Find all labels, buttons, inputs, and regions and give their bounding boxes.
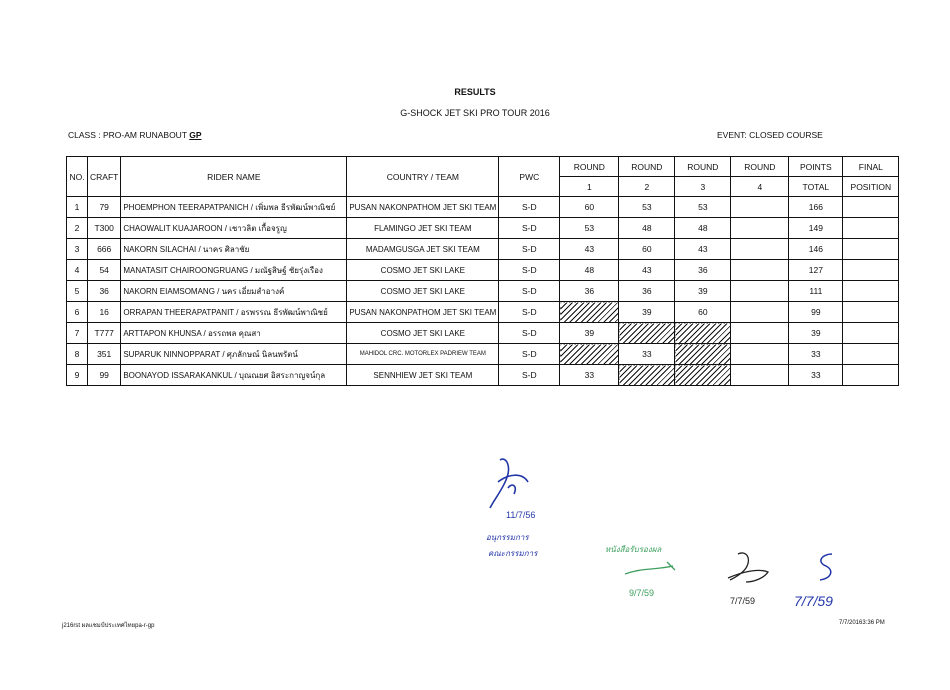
row-round1: 36: [560, 281, 619, 302]
row-craft: 351: [88, 344, 121, 365]
row-round4: [731, 239, 789, 260]
row-round3: 36: [675, 260, 731, 281]
row-round1: 48: [560, 260, 619, 281]
header-row-1: [67, 157, 899, 177]
row-craft: 666: [88, 239, 121, 260]
row-round4: [731, 344, 789, 365]
row-round3: [675, 344, 731, 365]
results-table: [66, 156, 899, 386]
row-round1: [560, 302, 619, 323]
row-rider: SUPARUK NINNOPPARAT / ศุภลักษณ์ นิลนพรัตน์: [121, 344, 347, 365]
signature-4-date: 7/7/59: [794, 593, 833, 609]
row-round4: [731, 218, 789, 239]
row-rider: PHOEMPHON TEERAPATPANICH / เพิ่มพล ธีรพัฒน์พาณิชย์: [121, 197, 347, 218]
row-round4: [731, 260, 789, 281]
row-pwc: S-D: [499, 365, 560, 386]
row-round3: 39: [675, 281, 731, 302]
row-round2: [619, 323, 675, 344]
row-no: 1: [67, 197, 88, 218]
row-round3: 43: [675, 239, 731, 260]
col-round3-num: 3: [675, 177, 731, 197]
row-craft: T777: [88, 323, 121, 344]
table-row: [67, 239, 899, 260]
row-final-position: [843, 260, 899, 281]
row-points-total: 146: [789, 239, 843, 260]
row-no: 2: [67, 218, 88, 239]
col-pwc: PWC: [499, 157, 560, 197]
row-pwc: S-D: [499, 218, 560, 239]
col-round1: ROUND: [560, 157, 619, 177]
row-round1: 43: [560, 239, 619, 260]
row-no: 9: [67, 365, 88, 386]
row-craft: 36: [88, 281, 121, 302]
row-pwc: S-D: [499, 302, 560, 323]
row-rider: BOONAYOD ISSARAKANKUL / บุณณยศ อิสระกาญจน์กุล: [121, 365, 347, 386]
row-craft: 54: [88, 260, 121, 281]
event-label: EVENT: CLOSED COURSE: [717, 130, 823, 140]
row-round4: [731, 323, 789, 344]
class-label: [68, 130, 202, 140]
footer-timestamp: 7/7/20163:36 PM: [839, 620, 885, 626]
row-craft: 16: [88, 302, 121, 323]
signature-1: [478, 452, 558, 582]
document-subtitle: G-SHOCK JET SKI PRO TOUR 2016: [400, 108, 550, 118]
col-craft: CRAFT: [88, 157, 121, 197]
signature-2: [605, 540, 705, 610]
row-round4: [731, 365, 789, 386]
row-points-total: 166: [789, 197, 843, 218]
row-points-total: 33: [789, 344, 843, 365]
signature-1-date: 11/7/56: [506, 510, 536, 520]
signature-2-date: 9/7/59: [629, 588, 655, 598]
row-final-position: [843, 344, 899, 365]
signature-3: [724, 548, 784, 610]
row-pwc: S-D: [499, 239, 560, 260]
row-round2: 36: [619, 281, 675, 302]
row-round2: 33: [619, 344, 675, 365]
row-rider: CHAOWALIT KUAJAROON / เชาวลิต เกื้อจรูญ: [121, 218, 347, 239]
row-points-total: 127: [789, 260, 843, 281]
table-row: [67, 281, 899, 302]
row-round3: 60: [675, 302, 731, 323]
table-row: [67, 197, 899, 218]
row-team: COSMO JET SKI LAKE: [347, 260, 499, 281]
row-round3: 48: [675, 218, 731, 239]
row-round3: 53: [675, 197, 731, 218]
row-no: 3: [67, 239, 88, 260]
col-final: FINAL: [843, 157, 899, 177]
col-round3: ROUND: [675, 157, 731, 177]
row-final-position: [843, 365, 899, 386]
row-no: 4: [67, 260, 88, 281]
row-no: 8: [67, 344, 88, 365]
row-pwc: S-D: [499, 344, 560, 365]
signature-2-note: หนังสือรับรองผล: [605, 545, 662, 554]
footer-filename: j216rst ผลแชมป์ประเทศไทยpa-r-gp: [62, 623, 155, 629]
class-suffix: GP: [189, 130, 202, 140]
row-round3: [675, 365, 731, 386]
row-points-total: 149: [789, 218, 843, 239]
row-team: MADAMGUSGA JET SKI TEAM: [347, 239, 499, 260]
col-rider: RIDER NAME: [121, 157, 347, 197]
row-team: COSMO JET SKI LAKE: [347, 323, 499, 344]
row-no: 5: [67, 281, 88, 302]
table-row: [67, 302, 899, 323]
table-row: [67, 218, 899, 239]
row-craft: 99: [88, 365, 121, 386]
table-row: [67, 323, 899, 344]
row-final-position: [843, 218, 899, 239]
row-rider: NAKORN EIAMSOMANG / นคร เอี่ยมสำอางค์: [121, 281, 347, 302]
row-team: COSMO JET SKI LAKE: [347, 281, 499, 302]
table-row: [67, 365, 899, 386]
signature-1-note1: อนุกรรมการ: [486, 533, 529, 542]
row-round2: 43: [619, 260, 675, 281]
col-round2: ROUND: [619, 157, 675, 177]
row-round1: 53: [560, 218, 619, 239]
table-row: [67, 260, 899, 281]
row-round1: [560, 344, 619, 365]
col-round4: ROUND: [731, 157, 789, 177]
signature-3-date: 7/7/59: [730, 596, 756, 606]
col-round4-num: 4: [731, 177, 789, 197]
table-row: [67, 344, 899, 365]
row-round4: [731, 197, 789, 218]
row-round2: 60: [619, 239, 675, 260]
row-team: SENNHIEW JET SKI TEAM: [347, 365, 499, 386]
col-round2-num: 2: [619, 177, 675, 197]
class-prefix: CLASS : PRO-AM RUNABOUT: [68, 130, 187, 140]
row-points-total: 111: [789, 281, 843, 302]
col-final-position: POSITION: [843, 177, 899, 197]
row-round4: [731, 281, 789, 302]
signature-4: [792, 548, 872, 618]
row-points-total: 33: [789, 365, 843, 386]
row-final-position: [843, 323, 899, 344]
row-points-total: 39: [789, 323, 843, 344]
document-title: RESULTS: [454, 87, 496, 97]
row-pwc: S-D: [499, 197, 560, 218]
col-no: NO.: [67, 157, 88, 197]
col-team: COUNTRY / TEAM: [347, 157, 499, 197]
row-rider: MANATASIT CHAIROONGRUANG / มณัฐสิษฐ์ ชัยรุ่งเรือง: [121, 260, 347, 281]
row-team: MAHIDOL CRC. MOTORLEX PADRIEW TEAM: [347, 344, 499, 365]
row-no: 6: [67, 302, 88, 323]
row-team: FLAMINGO JET SKI TEAM: [347, 218, 499, 239]
col-points-total: TOTAL: [789, 177, 843, 197]
row-round1: 60: [560, 197, 619, 218]
col-points: POINTS: [789, 157, 843, 177]
row-round1: 33: [560, 365, 619, 386]
row-final-position: [843, 281, 899, 302]
row-craft: 79: [88, 197, 121, 218]
row-final-position: [843, 302, 899, 323]
row-team: PUSAN NAKONPATHOM JET SKI TEAM: [347, 197, 499, 218]
signature-1-note2: คณะกรรมการ: [488, 549, 538, 558]
row-rider: ARTTAPON KHUNSA / อรรถพล คุณสา: [121, 323, 347, 344]
row-points-total: 99: [789, 302, 843, 323]
row-pwc: S-D: [499, 260, 560, 281]
row-rider: ORRAPAN THEERAPATPANIT / อรพรรณ ธีรพัฒน์พาณิชย์: [121, 302, 347, 323]
row-no: 7: [67, 323, 88, 344]
row-final-position: [843, 239, 899, 260]
col-round1-num: 1: [560, 177, 619, 197]
row-team: PUSAN NAKONPATHOM JET SKI TEAM: [347, 302, 499, 323]
row-final-position: [843, 197, 899, 218]
row-round4: [731, 302, 789, 323]
row-round2: [619, 365, 675, 386]
row-round1: 39: [560, 323, 619, 344]
row-round2: 48: [619, 218, 675, 239]
row-pwc: S-D: [499, 281, 560, 302]
row-rider: NAKORN SILACHAI / นาคร ศิลาชัย: [121, 239, 347, 260]
row-pwc: S-D: [499, 323, 560, 344]
row-round3: [675, 323, 731, 344]
row-round2: 53: [619, 197, 675, 218]
row-craft: T300: [88, 218, 121, 239]
row-round2: 39: [619, 302, 675, 323]
